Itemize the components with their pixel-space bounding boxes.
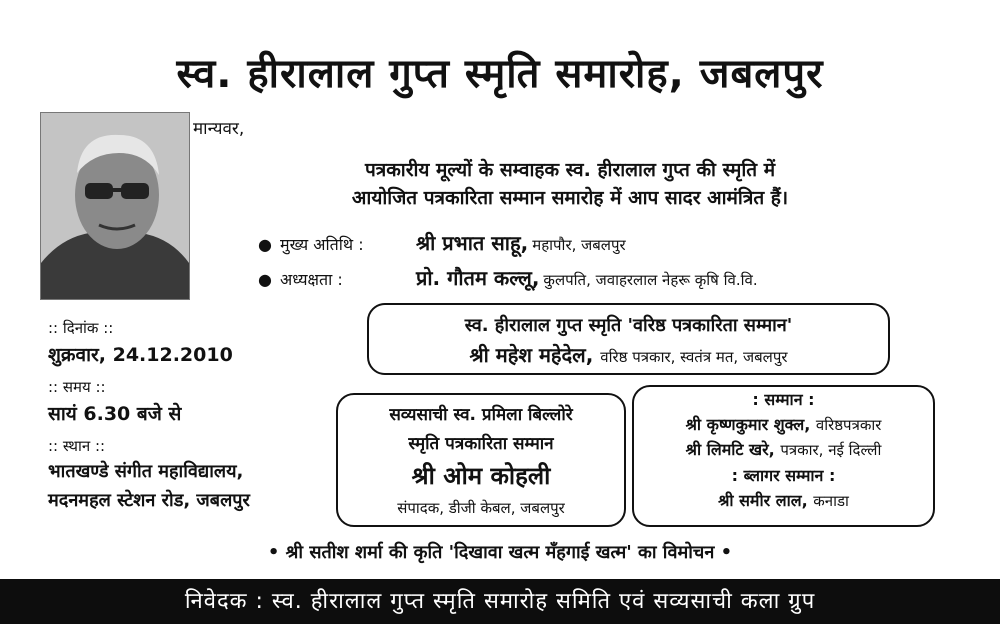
senior-award-title: स्व. हीरालाल गुप्त स्मृति 'वरिष्ठ पत्रकारिता सम्मान' bbox=[464, 315, 793, 336]
honor-recipient-1 bbox=[634, 413, 933, 435]
honor-recipient-3 bbox=[634, 489, 933, 511]
guest-role: अध्यक्षता : bbox=[280, 270, 343, 289]
venue-label: :: स्थान :: bbox=[48, 437, 106, 455]
blogger-honors-heading: : ब्लागर सम्मान : bbox=[731, 466, 836, 485]
honor-recipient-3-detail: कनाडा bbox=[813, 492, 849, 510]
senior-award-recipient: श्री महेश महेदेल, bbox=[469, 343, 594, 367]
invitation-title: स्व. हीरालाल गुप्त स्मृति समारोह, जबलपुर bbox=[176, 51, 824, 97]
book-release-line: • श्री सतीश शर्मा की कृति 'दिखावा खत्म मँहगाई खत्म' का विमोचन • bbox=[267, 542, 733, 563]
salutation: मान्यवर, bbox=[193, 119, 245, 139]
pramila-award-box bbox=[336, 393, 626, 527]
honor-recipient-1-detail: वरिष्ठपत्रकार bbox=[815, 416, 882, 434]
invitation-line-2: आयोजित पत्रकारिता सम्मान समारोह में आप सादर आमंत्रित हैं। bbox=[351, 187, 789, 209]
senior-award-detail: वरिष्ठ पत्रकार, स्वतंत्र मत, जबलपुर bbox=[600, 348, 788, 366]
date-label: :: दिनांक :: bbox=[48, 319, 114, 337]
guest-detail: महापौर, जबलपुर bbox=[532, 236, 626, 254]
president-row bbox=[258, 264, 758, 291]
date-value: शुक्रवार, 24.12.2010 bbox=[48, 344, 233, 366]
venue-line-1: भातखण्डे संगीत महाविद्यालय, bbox=[48, 461, 244, 482]
honor-recipient-3-name: श्री समीर लाल, bbox=[718, 491, 808, 510]
pramila-award-line-1: सव्यसाची स्व. प्रमिला बिल्लोरे bbox=[389, 405, 573, 425]
portrait-photo bbox=[40, 112, 190, 300]
bullet-icon: ● bbox=[258, 270, 272, 289]
honors-heading: : सम्मान : bbox=[752, 390, 815, 409]
senior-journalism-award-box bbox=[367, 303, 890, 375]
honor-recipient-2 bbox=[634, 438, 933, 460]
footer-banner: निवेदक : स्व. हीरालाल गुप्त स्मृति समारोह समिति एवं सव्यसाची कला ग्रुप bbox=[0, 579, 1000, 624]
guest-name: प्रो. गौतम कल्लू, bbox=[416, 266, 540, 290]
time-label: :: समय :: bbox=[48, 378, 106, 396]
guest-name: श्री प्रभात साहू, bbox=[416, 231, 529, 255]
invitation-line-1: पत्रकारीय मूल्यों के सम्वाहक स्व. हीरालाल गुप्त की स्मृति में bbox=[364, 159, 776, 181]
honor-recipient-2-name: श्री लिमटि खरे, bbox=[685, 440, 775, 459]
senior-award-recipient-line bbox=[369, 341, 888, 368]
venue-line-2: मदनमहल स्टेशन रोड, जबलपुर bbox=[48, 490, 250, 511]
guest-role: मुख्य अतिथि : bbox=[280, 235, 364, 254]
pramila-award-recipient: श्री ओम कोहली bbox=[411, 462, 551, 490]
honor-recipient-1-name: श्री कृष्णकुमार शुक्ल, bbox=[685, 415, 811, 434]
guest-detail: कुलपति, जवाहरलाल नेहरू कृषि वि.वि. bbox=[543, 271, 758, 289]
time-value: सायं 6.30 बजे से bbox=[48, 403, 182, 425]
chief-guest-row bbox=[258, 229, 626, 256]
bullet-icon: ● bbox=[258, 235, 272, 254]
pramila-award-line-2: स्मृति पत्रकारिता सम्मान bbox=[408, 434, 554, 454]
portrait-image bbox=[41, 113, 189, 299]
honor-recipient-2-detail: पत्रकार, नई दिल्ली bbox=[780, 441, 882, 459]
pramila-award-detail: संपादक, डीजी केबल, जबलपुर bbox=[397, 499, 565, 517]
honors-box bbox=[632, 385, 935, 527]
